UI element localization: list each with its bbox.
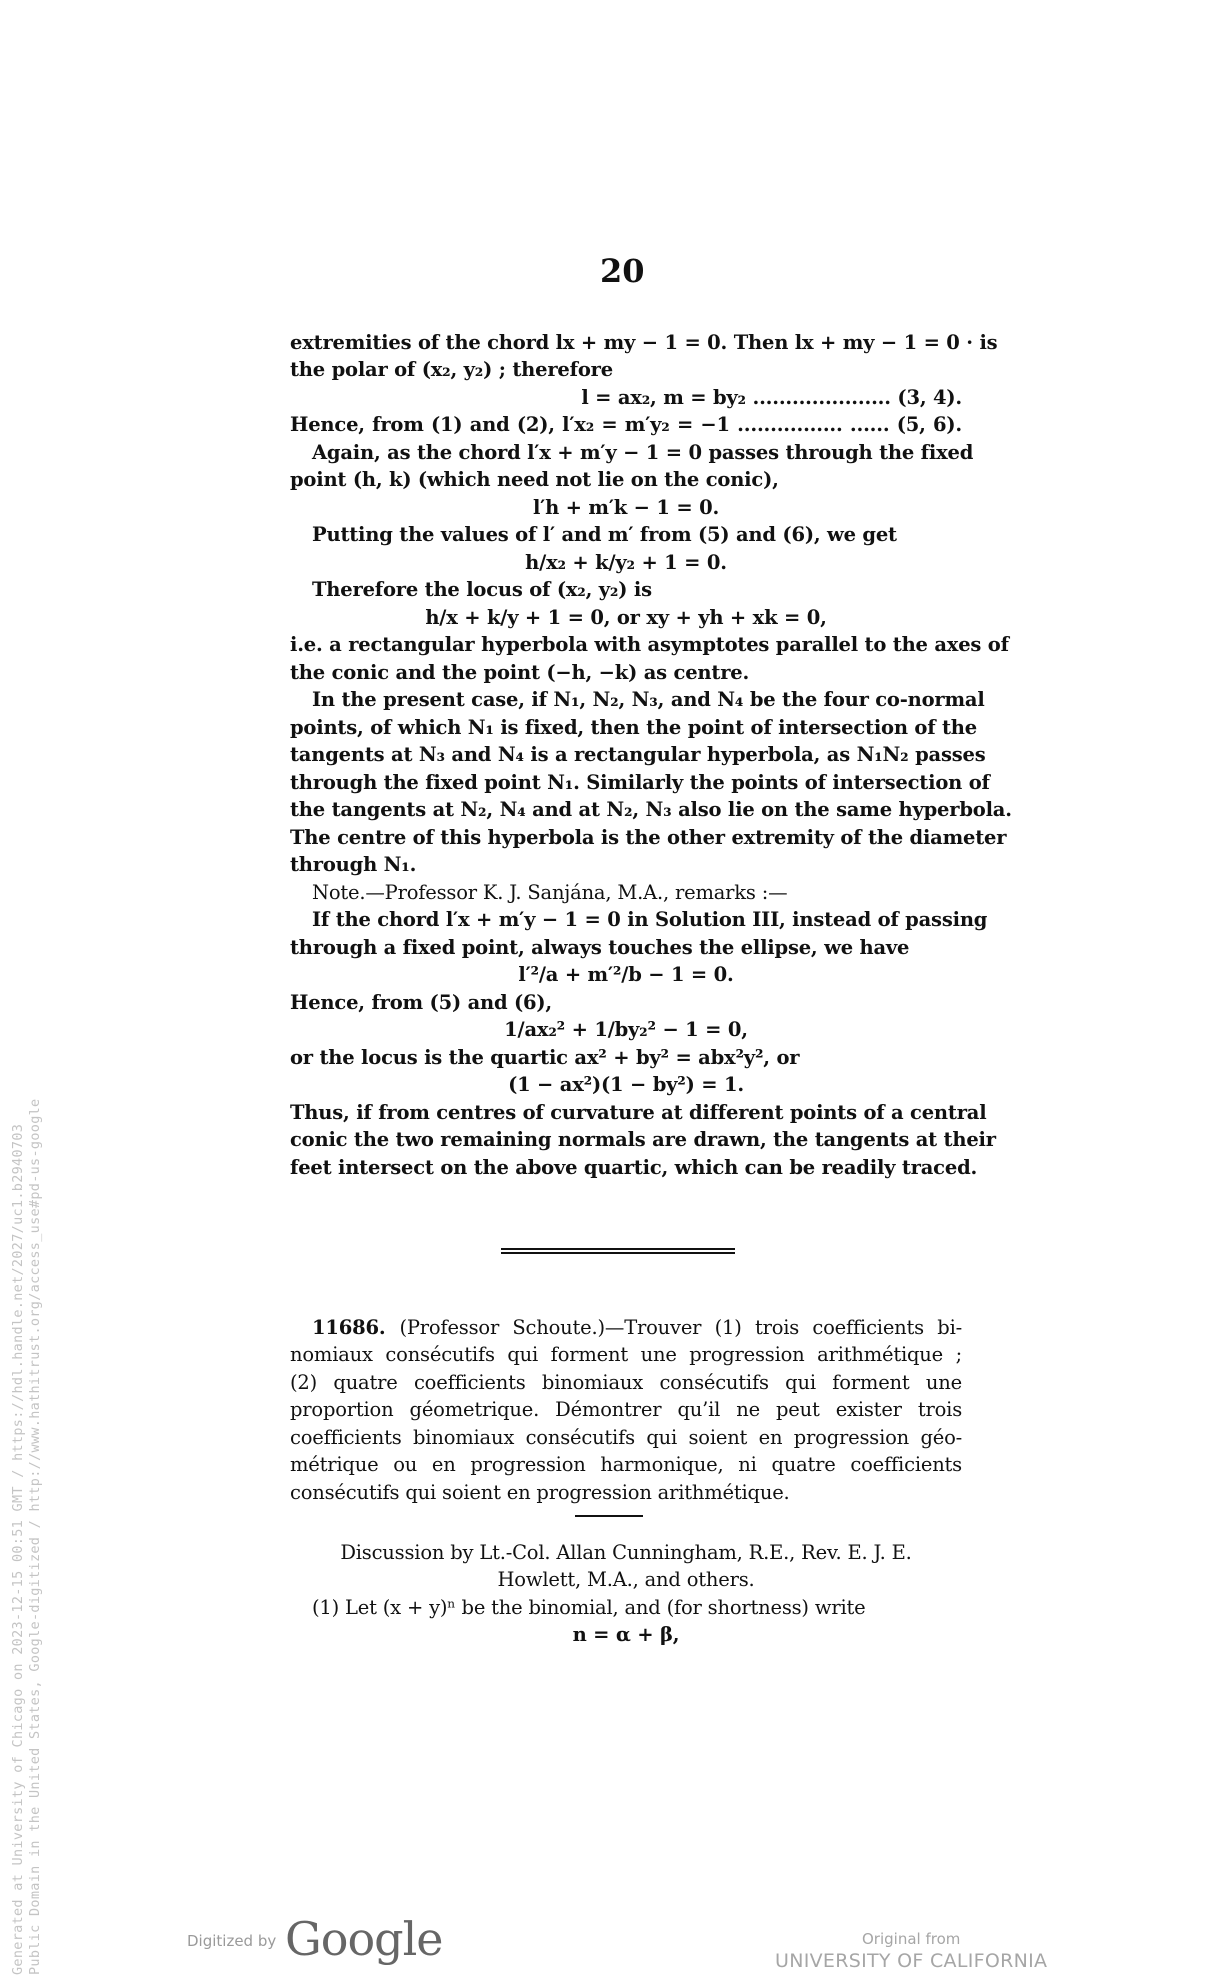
watermark-line-1: Generated at University of Chicago on 2023-12-15 00:51 GMT / https://hdl.handle.net/2027/uc1.b2940703 xyxy=(10,1123,26,1975)
page-number: 20 xyxy=(600,252,645,290)
note-heading: Note.—Professor K. J. Sanjána, M.A., remarks :— xyxy=(312,881,788,904)
text-line: coefficients binomiaux consécutifs qui soient en progression géo- xyxy=(290,1426,962,1449)
watermark-line-2: Public Domain in the United States, Google-digitized / http://www.hathitrust.org/access_use#pd-us-google xyxy=(27,1098,43,1975)
problem-number: 11686. xyxy=(312,1316,386,1339)
digitized-by-label: Digitized by xyxy=(187,1932,277,1950)
text-line: nomiaux consécutifs qui forment une progression arithmétique ; xyxy=(290,1343,962,1366)
google-logo: Google xyxy=(285,1912,443,1966)
text-line: proportion géometrique. Démontrer qu’il ne peut exister trois xyxy=(290,1398,962,1421)
section-divider-double-rule xyxy=(501,1248,735,1254)
text-line: Again, as the chord l′x + m′y − 1 = 0 passes through the fixed xyxy=(312,441,974,464)
equation-line: l′²/a + m′²/b − 1 = 0. xyxy=(518,963,734,986)
text-line: extremities of the chord lx + my − 1 = 0. Then lx + my − 1 = 0 · is xyxy=(290,331,998,354)
text-line: tangents at N₃ and N₄ is a rectangular hyperbola, as N₁N₂ passes xyxy=(290,743,986,766)
text-line: i.e. a rectangular hyperbola with asymptotes parallel to the axes of xyxy=(290,633,1009,656)
text-line: the conic and the point (−h, −k) as centre. xyxy=(290,661,750,684)
equation-line: Hence, from (1) and (2), l′x₂ = m′y₂ = −1 ................ ...... (5, 6). xyxy=(290,413,962,436)
text-line: through the fixed point N₁. Similarly the points of intersection of xyxy=(290,771,990,794)
discussion-heading-cont: Howlett, M.A., and others. xyxy=(497,1568,755,1591)
text-line: Hence, from (5) and (6), xyxy=(290,991,553,1014)
original-from-label: Original from xyxy=(862,1930,961,1948)
text-line: or the locus is the quartic ax² + by² = abx²y², or xyxy=(290,1046,800,1069)
equation-line: h/x + k/y + 1 = 0, or xy + yh + xk = 0, xyxy=(425,606,827,629)
text-line: (1) Let (x + y)ⁿ be the binomial, and (for shortness) write xyxy=(312,1596,866,1619)
text-line: métrique ou en progression harmonique, ni quatre coefficients xyxy=(290,1453,962,1476)
problem-first-line xyxy=(312,1315,962,1341)
text-line: Therefore the locus of (x₂, y₂) is xyxy=(312,578,652,601)
text-line: consécutifs qui soient en progression arithmétique. xyxy=(290,1481,790,1504)
text-line: point (h, k) (which need not lie on the conic), xyxy=(290,468,779,491)
equation-line: l′h + m′k − 1 = 0. xyxy=(532,496,720,519)
text-line: (Professor Schoute.)—Trouver (1) trois coefficients bi- xyxy=(399,1316,962,1339)
text-line: through a fixed point, always touches the ellipse, we have xyxy=(290,936,910,959)
text-line: the tangents at N₂, N₄ and at N₂, N₃ also lie on the same hyperbola. xyxy=(290,798,1012,821)
equation-line: l = ax₂, m = by₂ ..................... (3, 4). xyxy=(581,386,962,409)
text-line: points, of which N₁ is fixed, then the point of intersection of the xyxy=(290,716,977,739)
text-line: through N₁. xyxy=(290,853,417,876)
equation-line: 1/ax₂² + 1/by₂² − 1 = 0, xyxy=(504,1018,748,1041)
text-line: feet intersect on the above quartic, which can be readily traced. xyxy=(290,1156,978,1179)
text-line: conic the two remaining normals are drawn, the tangents at their xyxy=(290,1128,996,1151)
text-line: (2) quatre coefficients binomiaux consécutifs qui forment une xyxy=(290,1371,962,1394)
text-line: If the chord l′x + m′y − 1 = 0 in Solution III, instead of passing xyxy=(312,908,988,931)
equation-line: h/x₂ + k/y₂ + 1 = 0. xyxy=(525,551,727,574)
equation-line: (1 − ax²)(1 − by²) = 1. xyxy=(508,1073,744,1096)
short-divider-rule xyxy=(575,1515,643,1517)
text-line: Putting the values of l′ and m′ from (5) and (6), we get xyxy=(312,523,897,546)
equation-line: n = α + β, xyxy=(572,1623,680,1646)
text-line: The centre of this hyperbola is the other extremity of the diameter xyxy=(290,826,1007,849)
text-line: In the present case, if N₁, N₂, N₃, and N₄ be the four co-normal xyxy=(312,688,985,711)
discussion-heading: Discussion by Lt.-Col. Allan Cunningham, R.E., Rev. E. J. E. xyxy=(340,1541,912,1564)
university-label: UNIVERSITY OF CALIFORNIA xyxy=(775,1950,1048,1972)
text-line: Thus, if from centres of curvature at different points of a central xyxy=(290,1101,987,1124)
text-line: the polar of (x₂, y₂) ; therefore xyxy=(290,358,613,381)
